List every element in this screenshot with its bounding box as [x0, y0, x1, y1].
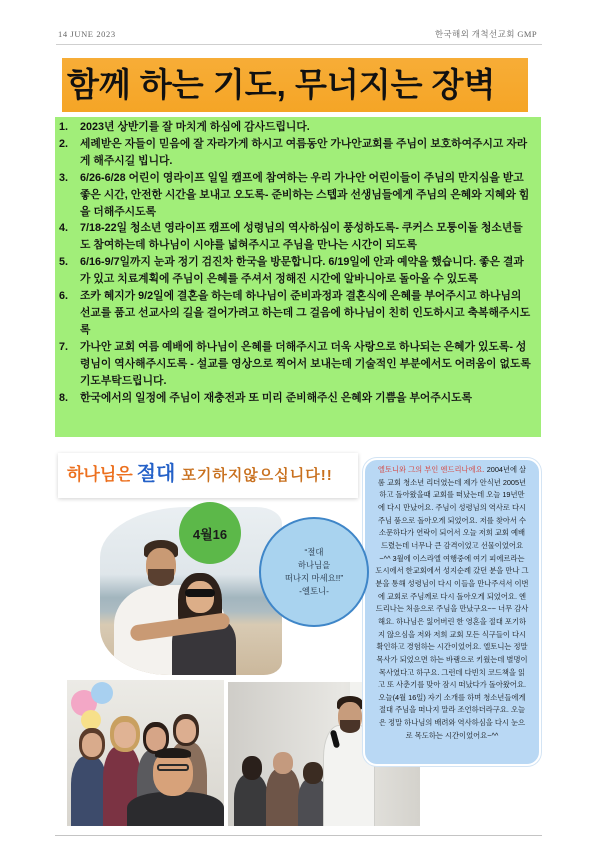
story-text: 2004년에 살 [486, 465, 527, 474]
photo-figure-body [266, 768, 300, 826]
photo-figure-body [71, 756, 107, 826]
prayer-item [59, 390, 533, 407]
prayer-item [59, 136, 533, 170]
organization-name: 한국해외 개척선교회 GMP [434, 29, 537, 39]
prayer-item-text: 2023년 상반기를 잘 마치게 하심에 감사드립니다. [80, 121, 310, 133]
story-line: 드리나는 처음으로 주님을 만났구요~~ 너무 감사 [375, 604, 529, 614]
story-line: 도시에서 한교회에서 성지순례 갔던 분을 만나 그 [375, 566, 529, 576]
story-box [363, 458, 541, 766]
story-line: 주님 품으로 돌아오게 되었어요. 저를 찾아서 수 [377, 515, 527, 525]
photo-figure-hair [242, 756, 262, 780]
photo-figure-face [186, 581, 214, 613]
prayer-item-number: 4. [59, 222, 69, 235]
story-line: 에 교회로 주님께로 다시 돌아오게 되었어요. 엔 [377, 591, 527, 601]
prayer-item [59, 288, 533, 339]
issue-date: 14 JUNE 2023 [58, 29, 116, 39]
quote-line: 하나님을 [297, 559, 331, 570]
prayer-item-text: 6/26-6/28 어린이 영라이프 일일 캠프에 참여하는 우리 가나안 어린이들이 주님의 만지심을 받고 좋은 시간, 안전한 시간을 보내고 오도록- 준비하는 스텝과 선생님들에게 주님의 은혜와 지혜와 힘을 더해주시도록 [80, 171, 530, 218]
glasses-icon [157, 764, 189, 771]
photo-figure-body [234, 774, 268, 826]
photo-figure-beard [340, 720, 360, 733]
story-line: 절대 주님을 떠나지 말라 조언하더라구요. 오늘 [378, 705, 526, 715]
prayer-item-text: 세례받은 자들이 믿음에 잘 자라가게 하시고 여름동안 가나안교회를 주님이 보호하여주시고 자라게 해주시길 빕니다. [80, 137, 528, 167]
story-highlight: 엘토니와 그의 부인 엔드리나에요. [377, 465, 485, 474]
page-title: 함께 하는 기도, 무너지는 장벽 [67, 66, 496, 103]
prayer-item-text: 6/16-9/7일까지 눈과 정기 검진차 한국을 방문합니다. 6/19일에 안과 예약을 했습니다. 좋은 결과가 있고 치료계획에 주님이 은혜를 주셔서 정해진 시간에 알바니아로 돌아올 수 있도록 [80, 256, 524, 286]
prayer-item-text: 조카 혜지가 9/2일에 결혼을 하는데 하나님이 준비과정과 결혼식에 은혜를 부어주시고 하나님의 선교를 품고 선교사의 길을 걸어가려고 하는데 그 걸음에 하나님이 친히 인도하시고 축복해주시도록 [80, 290, 531, 336]
story-line: 롬 교회 청소년 리더였는데 제가 안식년 2005년 [377, 477, 527, 487]
balloon-icon [91, 682, 113, 704]
story-line: 목사였다고 하구요. 그런데 다빈치 코드책을 읽 [378, 667, 526, 677]
balloon-icon [81, 710, 101, 730]
story-line: 목사가 되었으면 하는 바램으로 키웠는데 별명이 [376, 654, 528, 664]
prayer-item [59, 254, 533, 288]
photo-figure-hair [303, 762, 323, 784]
quote-attribution: -엘토니- [299, 586, 329, 597]
photo-figure-face [176, 719, 196, 743]
sunglasses-icon [185, 589, 215, 597]
date-badge: 4월16 [179, 502, 241, 564]
prayer-item-number: 3. [59, 171, 69, 184]
prayer-item [59, 119, 533, 136]
prayer-item-number: 6. [59, 290, 69, 303]
quote-line: 떠나지 마세요!!” [284, 573, 344, 583]
photo-figure-face [82, 733, 102, 757]
story-line: 하고 돌아왔을때 교회를 떠났는데 오늘 19년만 [379, 490, 525, 500]
section-heading-emphasis: 절대 [136, 463, 176, 485]
section-heading-part3: 포기하지않으십니다!! [181, 467, 333, 484]
photo-figure-face [146, 727, 166, 751]
section-heading [58, 453, 358, 498]
story-line: 해요. 하나님은 잃어버린 한 영혼을 절대 포기하 [377, 616, 527, 626]
story-line: 확인하고 경험하는 시간이었어요. 엘토니는 정말 [376, 642, 528, 652]
story-line: 에 다시 만났어요. 주님이 성령님의 역사로 다시 [377, 502, 527, 512]
prayer-item-text: 한국에서의 일정에 주님이 재충전과 또 미리 준비해주신 은혜와 기쁨을 부어주시도록 [80, 391, 473, 404]
prayer-item-number: 2. [59, 137, 69, 150]
quote-line: “절대 [304, 546, 324, 557]
prayer-item-number: 5. [59, 256, 69, 269]
story-line: 분을 통해 성령님이 다시 이들을 만나주셔서 이번 [375, 578, 529, 588]
story-line: 지 않으심을 저와 저희 교회 모든 식구들이 다시 [377, 629, 527, 639]
prayer-item-number: 7. [59, 340, 69, 353]
story-line: 은 정말 하나님의 배려와 역사하심을 다시 눈으 [378, 718, 526, 728]
photo-figure-beard [148, 569, 174, 586]
story-line: 소문하다가 연락이 되어서 오늘 저희 교회 예배 [378, 528, 526, 538]
prayer-item-number: 8. [59, 391, 69, 404]
story-line: 고 또 사춘기를 맞아 잠시 떠났다가 돌아왔어요. [377, 680, 527, 690]
photo-figure-body [127, 792, 224, 826]
prayer-item-number: 1. [59, 121, 69, 133]
prayer-item [59, 220, 533, 254]
photo-figure-face [273, 752, 293, 774]
prayer-list [55, 117, 541, 437]
quote-bubble [259, 517, 369, 627]
title-banner [62, 58, 528, 112]
photo-figure-face [114, 722, 136, 748]
footer-rule [55, 835, 542, 836]
section-heading-part1: 하나님은 [67, 465, 133, 484]
prayer-item-text: 7/18-22일 청소년 영라이프 캠프에 성령님의 역사하심이 풍성하도록- 쿠커스 모퉁이돌 청소년들도 참여하는데 하나님이 시야를 넓혀주시고 주님을 만나는 시간이 되도록 [80, 222, 523, 252]
prayer-item-text: 가나안 교회 여름 예배에 하나님이 은혜를 더해주시고 더욱 사랑으로 하나되는 은혜가 있도록- 성령님이 역사해주시도록 - 설교를 영상으로 찍어서 보내는데 기술적인 부분에서도 어려움이 없도록 기도부탁드립니다. [80, 340, 531, 387]
group-photo [67, 680, 224, 826]
story-line: 오늘(4월 16일) 자기 소개를 하며 청소년들에게 [378, 692, 526, 702]
prayer-item [59, 339, 533, 390]
story-line: ~^^ 3월에 이스라엘 여행중에 여기 피에르라는 [379, 553, 525, 563]
story-line: 드렸는데 너무나 큰 감격이었고 선물이었어요 [380, 540, 524, 550]
story-line [370, 464, 534, 477]
header-rule [56, 44, 542, 45]
photo-figure-hair [155, 748, 191, 758]
prayer-item [59, 170, 533, 221]
story-line: 로 목도하는 시간이었어요~^^ [405, 730, 499, 740]
